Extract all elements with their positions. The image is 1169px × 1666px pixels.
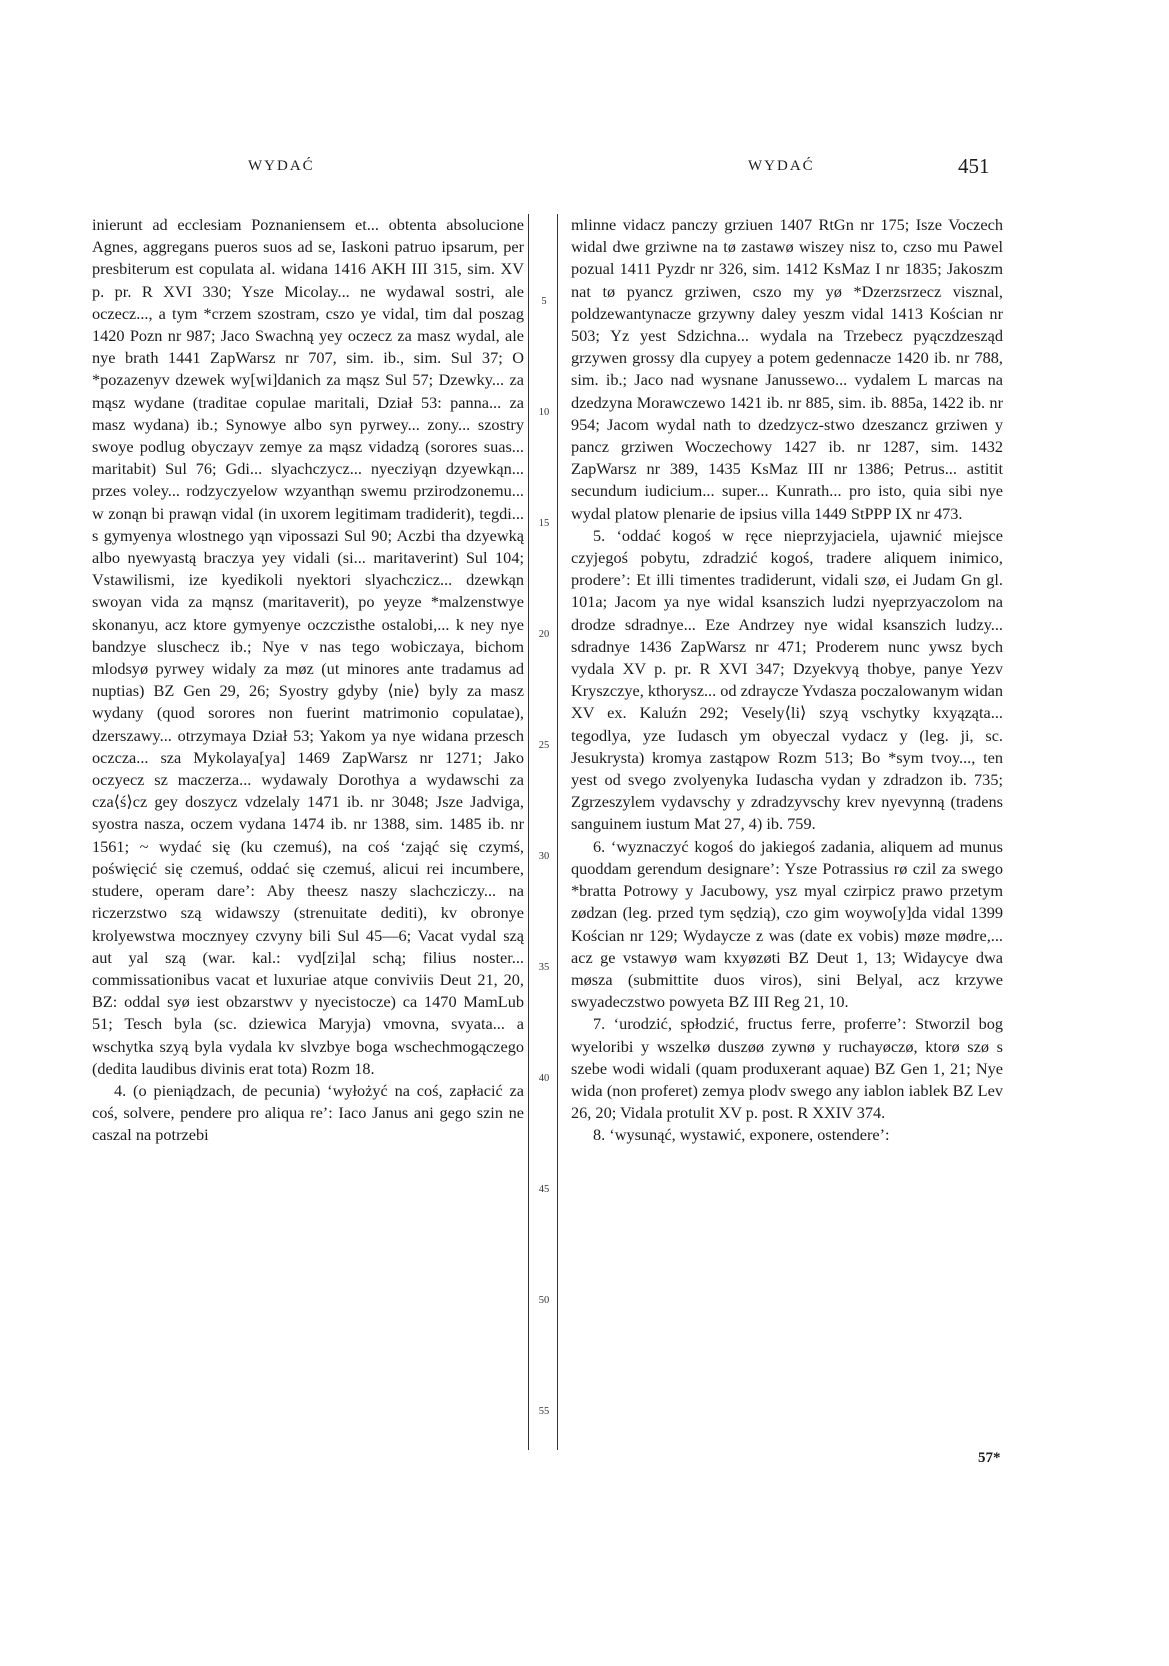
line-number: 50 — [538, 1295, 550, 1306]
right-paragraph-sense-5: 5. ‘oddać kogoś w ręce nieprzyjaciela, ujawnić miejsce czyjegoś pobytu, zdradzić kogoś, tradere aliquem inimico, prodere’: Et illi timentes tradiderunt, vidali szø, ei Judam Gn gl. 101a; Jacom ya nye widal ksanszich ludzi nyeprzyaczolom na drodze sdradnye... Eze Andrzey nye widal ksanszich ludzy... sdradnye 1436 ZapWarsz nr 471; Proderem nunc ywsz bych vydala XV p. pr. R XVI 347; Dzyekvyą thobye, panye Yezv Kryszczye, kthorysz... od zdraycze Yvdasza poczalowanym widan XV ex. Kaluźn 292; Vesely⟨li⟩ szyą vschytky kxyąząta... tegodlya, yze Iudasch ym obyeczal vydacz y (leg. ji, sc. Jesukrysta) kromya zastąpow Rozm 513; Bo *sym tvoy..., ten yest od svego zvolyenyka Iudascha vydan y zdradzon ib. 735; Zgrzeszylem vydavschy y zdradzyvschy krev nyevynną (tradens sanguinem iustum Mat 27, 4) ib. 759. — [571, 525, 1003, 834]
signature-mark: 57* — [978, 1450, 1001, 1466]
running-head-right: WYDAĆ — [748, 158, 815, 174]
line-number: 40 — [538, 1073, 550, 1084]
column-rule-right — [557, 214, 558, 1450]
right-paragraph-sense-8: 8. ‘wysunąć, wystawić, exponere, ostendere’: — [593, 1125, 890, 1145]
line-number: 20 — [538, 629, 550, 640]
right-paragraph-sense-7: 7. ‘urodzić, spłodzić, fructus ferre, proferre’: Stworzil bog wyeloribi y wszelkø duszøø zywnø y ruchayøczø, ktorø szø s szebe wodi widali (quam produxerant aquae) BZ Gen 1, 21; Nye wida (non proferet) zemya plodv swego any iablon iablek BZ Lev 26, 20; Vidala protulit XV p. post. R XXIV 374. — [571, 1014, 1003, 1123]
column-rule-left — [528, 214, 529, 1450]
line-number: 30 — [538, 851, 550, 862]
left-paragraph-2: 4. (o pieniądzach, de pecunia) ‘wyłożyć na coś, zapłacić za coś, solvere, pendere pro aliqua re’: Iaco Janus ani gego szin ne caszal na potrzebi — [92, 1080, 524, 1145]
running-head-left: WYDAĆ — [248, 158, 315, 174]
line-number: 15 — [538, 518, 550, 529]
left-paragraph-1: inierunt ad ecclesiam Poznaniensem et... obtenta absolucione Agnes, aggregans pueros suos ad se, Iaskoni patruo ipsarum, per presbiterum est copulata al. widana 1416 AKH III 315, sim. XV p. pr. R XVI 330; Ysze Micolay... ne wydawal sostri, ale oczecz..., a tym *crzem szostram, cszo ye vidal, tim dal poszag 1420 Pozn nr 987; Jaco Swachną yey oczecz za masz wydal, ale nye brath 1441 ZapWarsz nr 707, sim. ib., sim. Sul 37; O *pozazenyv dzewek wy[wi]danich za mąsz Sul 57; Dzewky... za mąsz wydane (traditae copulae maritali, Dział 53: panna... za masz wydana) ib.; Synowye albo syn pyrwey... zony... szostry swoye podlug obyczayv zemye za mąsz vidadzą (sorores suas... maritabit) Sul 76; Gdi... slyachczycz... nyecziyąn dzyewkąn... przes voley... rodzyczyelow wzyanthąn swemu przirodzonemu... w zonąn bi prawąn vidal (in uxorem legitimam tradiderit), tegdi... s gymyenya wlostnego yąn vipossazi Sul 90; Aczbi tha dzyewką albo nyewyastą braczya yey vidali (si... maritaverint) Sul 104; Vstawilismi, ize kyedikoli nyektori slyachczicz... dzewkąn swoyan vida za mąnsz (maritaverit), po yeyze *malzenstwye skonanyu, acz ktore gymyenye oczczisthe ostalobi,... k ney nye bandzye sluschecz ib.; Nye v nas tego wobiczaya, bichom mlodsyø pyrwey widaly za møz (ut minores ante tradamus ad nuptias) BZ Gen 29, 26; Syostry gdyby ⟨nie⟩ byly za masz wydany (quod sorores non fuerint matrimonio copulatae), dzerszawy... otrzymaya Dział 53; Yakom ya nye widana przesch oczcza... sza Mykolaya[ya] 1469 ZapWarsz nr 1271; Jako oczyecz sz maczerza... wydawaly Dorothya a wydawschi za cza⟨ś⟩cz gey doszycz vdzelaly 1471 ib. nr 3048; Jsze Jadviga, syostra nasza, oczem vydana 1474 ib. nr 1388, sim. 1485 ib. nr 1561; ~ wydać się (ku czemuś), na coś ‘zająć się czymś, poświęcić się czemuś, oddać się czemuś, alicui rei incumbere, studere, operam dare’: Aby theesz naszy slachcziczy... na riczerzstwo szą widawszy (strenuitate dediti), kv obronye krolyewstwa mocznyey czvyny bili Sul 45—6; Vacat vydal szą aut yal szą (war. kal.: vyd[zi]al schą; filius noster... commissationibus vacat et luxuriae atque conviviis Deut 21, 20, BZ: oddal syø iest obzarstwv y nyecistocze) ca 1470 MamLub 51; Tesch byla (sc. dziewica Maryja) vmovna, svyata... a wschytka szyą byla vydala kv slvzbye boga wschechmogączego (dedita laudibus divinis erat tota) Rozm 18. — [92, 215, 524, 1078]
page-number: 451 — [958, 154, 990, 178]
right-paragraph-sense-6: 6. ‘wyznaczyć kogoś do jakiegoś zadania, aliquem ad munus quoddam gerendum designare’: Ysze Potrassius rø czil za swego *bratta Potrowy y Jacubowy, ysz myal czirpicz prawo przetym zødzan (leg. przed tym sędzią), czo gim woywo[y]da vidal 1399 Kościan nr 129; Wydaycze z was (date ex vobis) møze mødre,... acz ge vstawyø wam kxyøzøti BZ Deut 1, 13; Widaycye dwa møsza (submittite duos viros), sini Belyal, acz krzywe swyadeczstwo powyeta BZ III Reg 21, 10. — [571, 836, 1003, 1012]
line-number: 45 — [538, 1184, 550, 1195]
line-number: 10 — [538, 407, 550, 418]
right-column — [571, 214, 1003, 1147]
line-number: 35 — [538, 962, 550, 973]
right-paragraph-1: mlinne vidacz panczy grziuen 1407 RtGn nr 175; Isze Voczech widal dwe grziwne na tø zastawø wiszey nisz to, czso mu Pawel pozual 1411 Pyzdr nr 326, sim. 1412 KsMaz I nr 1835; Jakoszm nat tø pyancz grziwen, cszo my yø *Dzerzsrzecz visznal, poldzewantynacze grzywny daley yeszm vidal 1413 Kościan nr 503; Yz yest Sdzichna... wydala na Trzebecz pyączdzesząd grzywen grossy dla cupyey a potem gedennacze 1420 ib. nr 788, sim. ib.; Jaco nad wysnane Janussewo... vydalem L marcas na dzedzyna Morawczewo 1421 ib. nr 885, sim. ib. 885a, 1422 ib. nr 954; Jacom wydal nath to dzedzycz-stwo dzeszancz grziwen y pancz grziwen Woczechowy 1427 ib. nr 1287, sim. 1432 ZapWarsz nr 389, 1435 KsMaz III nr 1386; Petrus... astitit secundum iudicium... super... Kunrath... pro isto, quia sibi nye wydal platow plenarie de ipsius villa 1449 StPPP IX nr 473. — [571, 215, 1003, 523]
line-number: 5 — [541, 296, 547, 307]
line-number: 25 — [538, 740, 550, 751]
left-column — [92, 214, 524, 1147]
line-number: 55 — [538, 1406, 550, 1417]
